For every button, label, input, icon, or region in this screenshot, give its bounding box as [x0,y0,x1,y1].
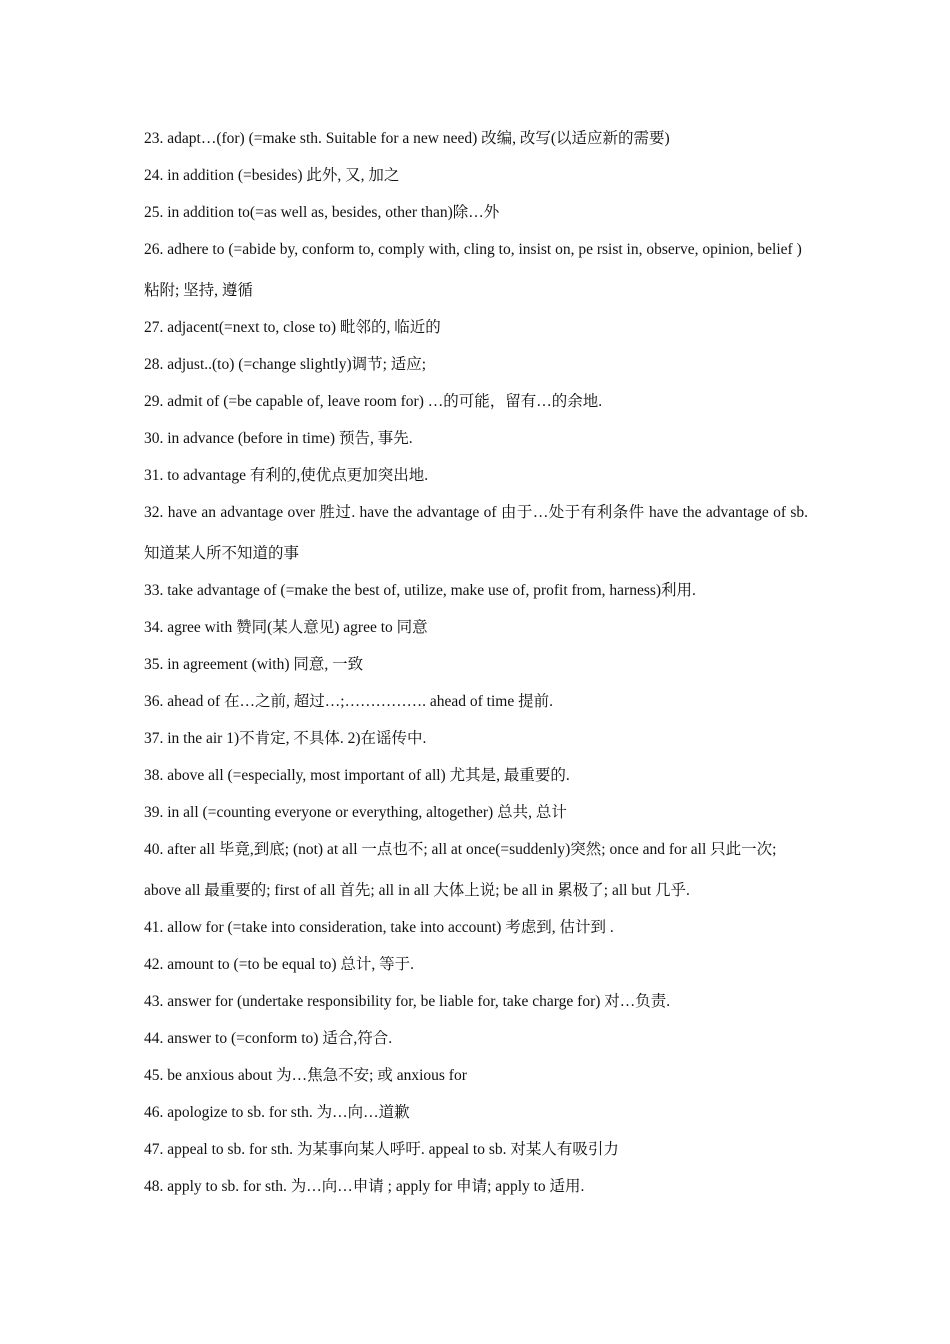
entry-36: 36. ahead of 在…之前, 超过…;……………. ahead of time 提前. [144,693,553,710]
entry-23: 23. adapt…(for) (=make sth. Suitable for a new need) 改编, 改写(以适应新的需要) [144,130,670,147]
entry-42: 42. amount to (=to be equal to) 总计, 等于. [144,956,415,973]
entry-44: 44. answer to (=conform to) 适合,符合. [144,1030,393,1047]
document-page [144,120,808,1205]
entry-37: 37. in the air 1)不肯定, 不具体. 2)在谣传中. [144,730,427,747]
entry-48: 48. apply to sb. for sth. 为…向…申请 ; apply for 申请; apply to 适用. [144,1178,585,1195]
entry-41: 41. allow for (=take into consideration, take into account) 考虑到, 估计到 . [144,919,614,936]
entry-25: 25. in addition to(=as well as, besides, other than)除…外 [144,204,500,221]
entry-28: 28. adjust..(to) (=change slightly)调节; 适应; [144,356,427,373]
entry-24: 24. in addition (=besides) 此外, 又, 加之 [144,167,400,184]
entry-46: 46. apologize to sb. for sth. 为…向…道歉 [144,1104,410,1121]
entry-40: 40. after all 毕竟,到底; (not) at all 一点也不; all at once(=suddenly)突然; once and for all 只此一次; above all 最重要的; first of all 首先; all in all 大体上说; be all in 累极了; all but 几乎. [144,841,777,899]
entry-35: 35. in agreement (with) 同意, 一致 [144,656,364,673]
entry-31: 31. to advantage 有利的,使优点更加突出地. [144,467,429,484]
entry-38: 38. above all (=especially, most important of all) 尤其是, 最重要的. [144,767,570,784]
entry-27: 27. adjacent(=next to, close to) 毗邻的, 临近的 [144,319,441,336]
entry-34: 34. agree with 赞同(某人意见) agree to 同意 [144,619,428,636]
entry-43: 43. answer for (undertake responsibility for, be liable for, take charge for) 对…负责. [144,993,671,1010]
entry-32: 32. have an advantage over 胜过. have the advantage of 由于…处于有利条件 have the advantage of sb.知道某人所不知道的事 [144,504,808,562]
entry-33: 33. take advantage of (=make the best of, utilize, make use of, profit from, harness)利用. [144,582,696,599]
entry-39: 39. in all (=counting everyone or everything, altogether) 总共, 总计 [144,804,567,821]
entry-47: 47. appeal to sb. for sth. 为某事向某人呼吁. appeal to sb. 对某人有吸引力 [144,1141,619,1158]
entry-30: 30. in advance (before in time) 预告, 事先. [144,430,413,447]
entry-29: 29. admit of (=be capable of, leave room for) …的可能，留有…的余地. [144,393,603,410]
entry-45: 45. be anxious about 为…焦急不安; 或 anxious for [144,1067,467,1084]
entry-26: 26. adhere to (=abide by, conform to, comply with, cling to, insist on, pe rsist in, observe, opinion, belief ) 粘附; 坚持, 遵循 [144,241,802,299]
